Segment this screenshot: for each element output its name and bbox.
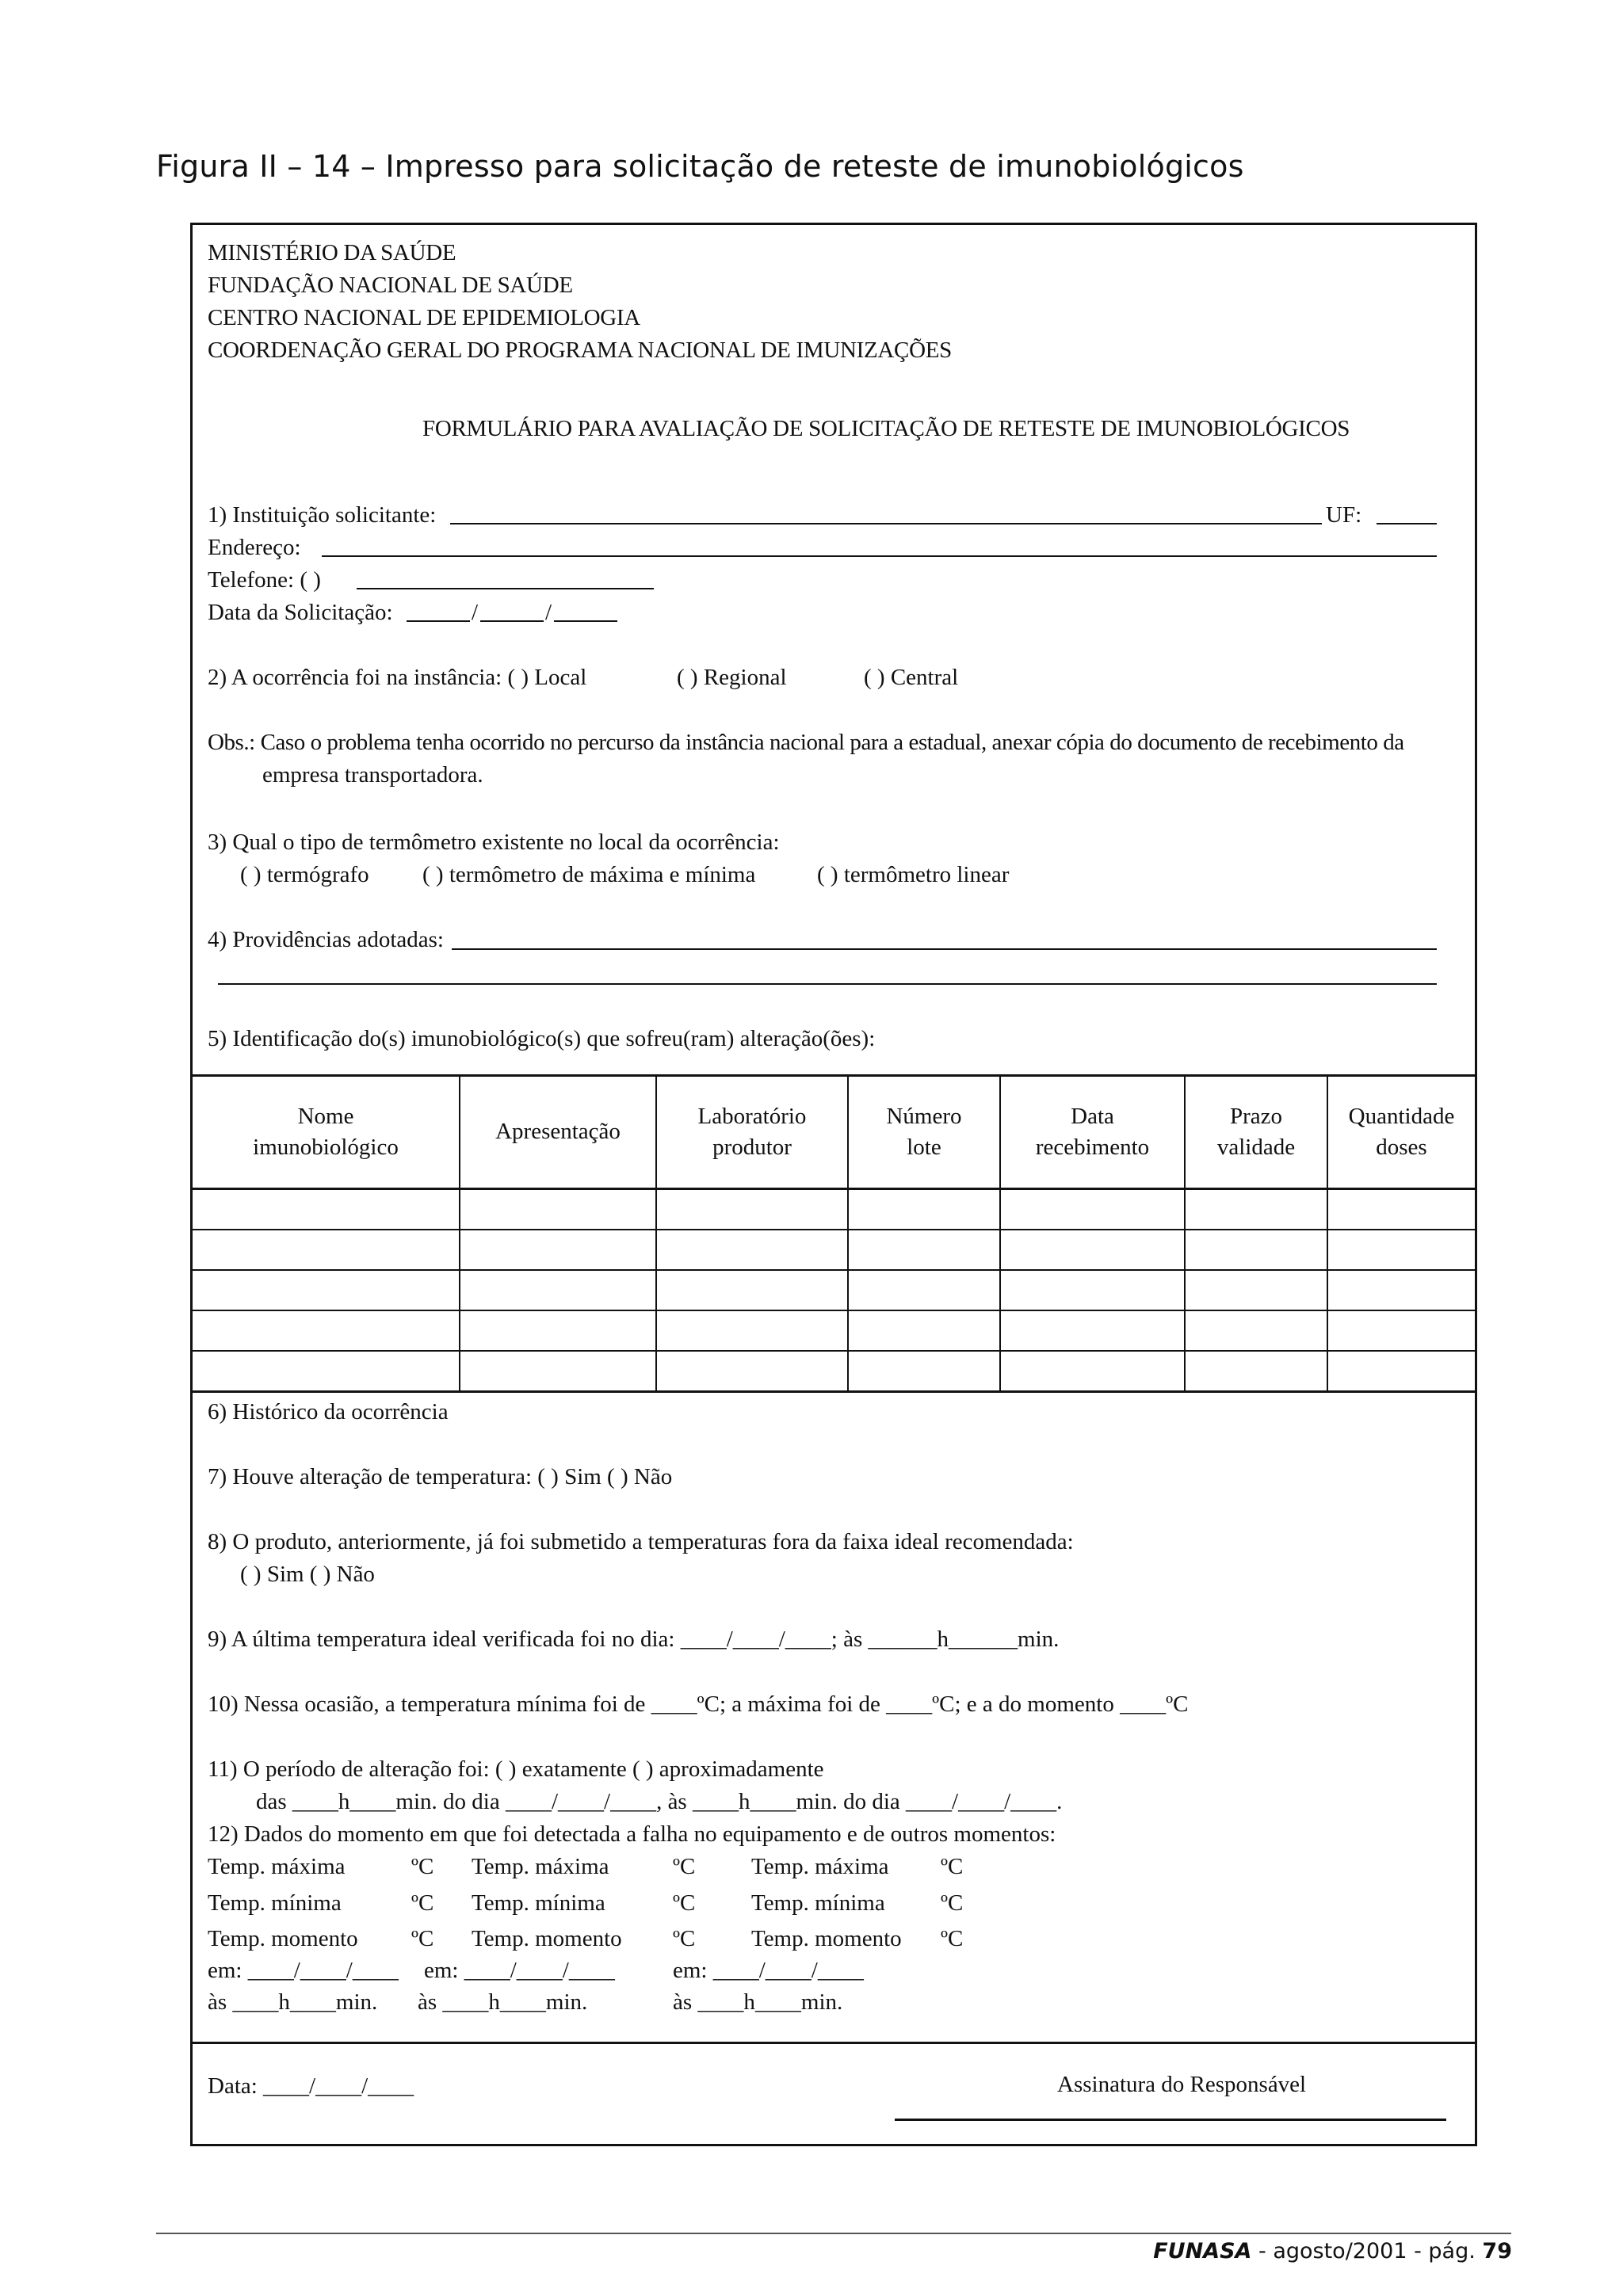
table-row <box>193 1230 1475 1270</box>
table-cell[interactable] <box>848 1351 1000 1392</box>
header-centro: CENTRO NACIONAL DE EPIDEMIOLOGIA <box>208 305 640 330</box>
table-cell[interactable] <box>1327 1230 1475 1270</box>
q3-linear: ( ) termômetro linear <box>817 862 1010 887</box>
providencias-field-1[interactable] <box>452 948 1437 950</box>
em-date-3: em: ____/____/____ <box>673 1958 864 1983</box>
q12-label: 12) Dados do momento em que foi detectada a falha no equipamento e de outros momentos: <box>208 1821 1056 1847</box>
table-cell[interactable] <box>656 1270 848 1310</box>
data-solicitacao-mes[interactable] <box>480 620 544 622</box>
table-cell[interactable] <box>1185 1270 1327 1310</box>
table-cell[interactable] <box>460 1189 656 1230</box>
q2-regional: ( ) Regional <box>677 665 787 690</box>
temp-min-2: Temp. mínima <box>472 1890 605 1916</box>
table-cell[interactable] <box>656 1351 848 1392</box>
table-cell[interactable] <box>1185 1189 1327 1230</box>
unit-c: ºC <box>411 1890 434 1916</box>
table-row <box>193 1189 1475 1230</box>
unit-c: ºC <box>941 1890 964 1916</box>
q6-label: 6) Histórico da ocorrência <box>208 1399 449 1425</box>
col-prazo-validade: Prazo validade <box>1185 1076 1327 1189</box>
as-time-2: às ____h____min. <box>418 1989 588 2015</box>
table-cell[interactable] <box>460 1230 656 1270</box>
q4-label: 4) Providências adotadas: <box>208 927 444 952</box>
q2-local: 2) A ocorrência foi na instância: ( ) Local <box>208 665 587 690</box>
footer-rule <box>156 2233 1511 2234</box>
assinatura-label: Assinatura do Responsável <box>1057 2072 1307 2097</box>
table-cell[interactable] <box>1185 1351 1327 1392</box>
col-numero-lote: Número lote <box>848 1076 1000 1189</box>
unit-c: ºC <box>411 1854 434 1879</box>
table-cell[interactable] <box>1000 1230 1185 1270</box>
instituicao-field[interactable] <box>450 523 1322 524</box>
unit-c: ºC <box>941 1854 964 1879</box>
unit-c: ºC <box>673 1854 696 1879</box>
data-slash: / <box>472 600 479 625</box>
q11-label: 11) O período de alteração foi: ( ) exatamente ( ) aproximadamente <box>208 1756 824 1782</box>
temp-max-3: Temp. máxima <box>751 1854 889 1879</box>
footer-date: - agosto/2001 - pág. <box>1251 2239 1483 2264</box>
table-cell[interactable] <box>1327 1310 1475 1351</box>
obs-line2: empresa transportadora. <box>262 762 483 788</box>
instituicao-label: 1) Instituição solicitante: <box>208 502 437 528</box>
unit-c: ºC <box>411 1926 434 1951</box>
table-cell[interactable] <box>848 1270 1000 1310</box>
table-cell[interactable] <box>460 1351 656 1392</box>
temp-mom-1: Temp. momento <box>208 1926 358 1951</box>
uf-label: UF: <box>1326 502 1362 528</box>
header-fundacao: FUNDAÇÃO NACIONAL DE SAÚDE <box>208 273 573 298</box>
temp-mom-2: Temp. momento <box>472 1926 622 1951</box>
table-cell[interactable] <box>1327 1351 1475 1392</box>
q10-label: 10) Nessa ocasião, a temperatura mínima foi de ____ºC; a máxima foi de ____ºC; e a do momento ____ºC <box>208 1691 1189 1717</box>
q8-options: ( ) Sim ( ) Não <box>240 1562 375 1587</box>
col-apresentacao: Apresentação <box>460 1076 656 1189</box>
header-ministerio: MINISTÉRIO DA SAÚDE <box>208 240 456 265</box>
table-cell[interactable] <box>193 1270 460 1310</box>
imunobiologicos-table <box>193 1074 1475 1393</box>
temp-mom-3: Temp. momento <box>751 1926 902 1951</box>
data-solicitacao-dia[interactable] <box>407 620 470 622</box>
em-date-2: em: ____/____/____ <box>424 1958 615 1983</box>
as-time-3: às ____h____min. <box>673 1989 843 2015</box>
telefone-field[interactable] <box>357 588 654 589</box>
unit-c: ºC <box>673 1890 696 1916</box>
table-cell[interactable] <box>848 1310 1000 1351</box>
col-quantidade-doses: Quantidade doses <box>1327 1076 1475 1189</box>
q9-label: 9) A última temperatura ideal verificada foi no dia: ____/____/____; às ______h______min. <box>208 1627 1060 1652</box>
table-cell[interactable] <box>1185 1230 1327 1270</box>
table-cell[interactable] <box>193 1230 460 1270</box>
col-laboratorio: Laboratório produtor <box>656 1076 848 1189</box>
data-field: Data: ____/____/____ <box>208 2073 414 2099</box>
table-row <box>193 1310 1475 1351</box>
unit-c: ºC <box>673 1926 696 1951</box>
table-header-row <box>193 1076 1475 1189</box>
table-cell[interactable] <box>460 1270 656 1310</box>
em-date-1: em: ____/____/____ <box>208 1958 399 1983</box>
table-cell[interactable] <box>1000 1189 1185 1230</box>
endereco-label: Endereço: <box>208 535 301 560</box>
table-cell[interactable] <box>193 1351 460 1392</box>
unit-c: ºC <box>941 1926 964 1951</box>
table-cell[interactable] <box>1327 1189 1475 1230</box>
form-title: FORMULÁRIO PARA AVALIAÇÃO DE SOLICITAÇÃO DE RETESTE DE IMUNOBIOLÓGICOS <box>422 416 1350 441</box>
q3-termografo: ( ) termógrafo <box>240 862 369 887</box>
q11-periodo: das ____h____min. do dia ____/____/____, às ____h____min. do dia ____/____/____. <box>256 1789 1063 1814</box>
endereco-field[interactable] <box>322 555 1437 557</box>
q7-label: 7) Houve alteração de temperatura: ( ) Sim ( ) Não <box>208 1464 673 1489</box>
temp-min-1: Temp. mínima <box>208 1890 342 1916</box>
as-time-1: às ____h____min. <box>208 1989 378 2015</box>
table-cell[interactable] <box>848 1189 1000 1230</box>
table-cell[interactable] <box>656 1310 848 1351</box>
bottom-divider <box>193 2042 1475 2044</box>
table-cell[interactable] <box>1327 1270 1475 1310</box>
table-cell[interactable] <box>1000 1310 1185 1351</box>
col-data-recebimento: Data recebimento <box>1000 1076 1185 1189</box>
reteste-form <box>190 223 1477 2146</box>
table-cell[interactable] <box>848 1230 1000 1270</box>
table-cell[interactable] <box>656 1230 848 1270</box>
table-cell[interactable] <box>656 1189 848 1230</box>
temp-max-2: Temp. máxima <box>472 1854 609 1879</box>
table-cell[interactable] <box>1000 1270 1185 1310</box>
q3-label: 3) Qual o tipo de termômetro existente no local da ocorrência: <box>208 830 780 855</box>
q3-maxmin: ( ) termômetro de máxima e mínima <box>422 862 756 887</box>
table-cell[interactable] <box>193 1310 460 1351</box>
table-row <box>193 1270 1475 1310</box>
header-coordenacao: COORDENAÇÃO GERAL DO PROGRAMA NACIONAL DE IMUNIZAÇÕES <box>208 338 952 363</box>
telefone-label: Telefone: ( ) <box>208 567 321 593</box>
table-cell[interactable] <box>1185 1310 1327 1351</box>
q8-label: 8) O produto, anteriormente, já foi submetido a temperaturas fora da faixa ideal recomendada: <box>208 1529 1074 1554</box>
table-cell[interactable] <box>460 1310 656 1351</box>
temp-max-1: Temp. máxima <box>208 1854 346 1879</box>
page-number: 79 <box>1482 2239 1512 2264</box>
table-cell[interactable] <box>1000 1351 1185 1392</box>
obs-line1: Obs.: Caso o problema tenha ocorrido no percurso da instância nacional para a estadual, anexar cópia do documento de recebimento da <box>208 730 1404 755</box>
data-slash: / <box>545 600 552 625</box>
figure-caption: Figura II – 14 – Impresso para solicitação de reteste de imunobiológicos <box>156 149 1244 184</box>
q5-label: 5) Identificação do(s) imunobiológico(s) que sofreu(ram) alteração(ões): <box>208 1026 876 1051</box>
table-row <box>193 1351 1475 1392</box>
uf-field[interactable] <box>1377 523 1437 524</box>
data-solicitacao-label: Data da Solicitação: <box>208 600 393 625</box>
col-nome: Nome imunobiológico <box>253 1103 399 1160</box>
footer-org: FUNASA <box>1153 2239 1252 2264</box>
table-cell[interactable] <box>193 1189 460 1230</box>
data-solicitacao-ano[interactable] <box>554 620 617 622</box>
page-footer <box>1153 2239 1512 2264</box>
q2-central: ( ) Central <box>864 665 959 690</box>
temp-min-3: Temp. mínima <box>751 1890 885 1916</box>
providencias-field-2[interactable] <box>218 983 1437 985</box>
assinatura-line[interactable] <box>895 2119 1446 2121</box>
